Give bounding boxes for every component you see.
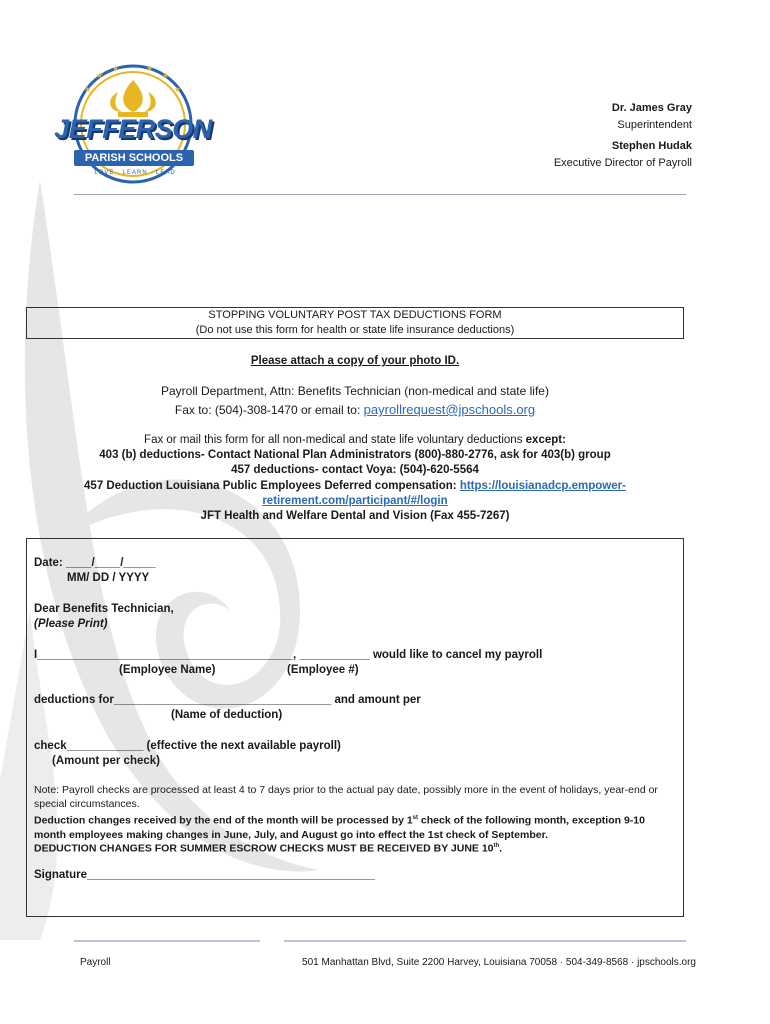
summer-escrow-note xyxy=(34,839,679,856)
empower-link-part2[interactable]: retirement.com/participant/#/login xyxy=(262,495,448,507)
footer-rule-left xyxy=(74,940,260,942)
please-print-note: (Please Print) xyxy=(34,618,108,630)
item-jft: JFT Health and Welfare Dental and Vision (Fax 455-7267) xyxy=(200,510,510,522)
salutation: Dear Benefits Technician, xyxy=(34,603,174,615)
item-457-louisiana-text: 457 Deduction Louisiana Public Employees Deferred compensation: xyxy=(84,480,457,492)
deduction-timing-sup: st xyxy=(412,815,419,821)
footer-rule-right xyxy=(284,940,686,942)
svg-text:★: ★ xyxy=(96,71,104,80)
svg-text:★: ★ xyxy=(174,85,182,94)
employee-name-label: (Employee Name) xyxy=(119,664,216,676)
fax-email-line xyxy=(26,402,684,418)
check-amount-line[interactable]: check____________ (effective the next available payroll) xyxy=(34,740,341,752)
deduction-timing-note xyxy=(34,811,679,842)
date-format-label: MM/ DD / YYYY xyxy=(67,572,150,584)
summer-escrow-sup: th xyxy=(493,843,500,849)
employee-number-label: (Employee #) xyxy=(287,664,359,676)
logo-motto: LOVE · LEARN · LEAD xyxy=(94,170,176,176)
mail-instruction-text: Fax or mail this form for all non-medical and state life voluntary deductions xyxy=(144,434,523,446)
superintendent-name: Dr. James Gray xyxy=(611,102,692,114)
processing-note: Note: Payroll checks are processed at least 4 to 7 days prior to the actual pay date, possibly more in the event of holidays, year-end or special circumstances. xyxy=(34,784,658,810)
date-field[interactable]: Date: ____/____/_____ xyxy=(34,557,156,569)
employee-cancel-line[interactable]: I________________________________________, ___________ would like to cancel my payroll xyxy=(34,649,543,661)
svg-text:★: ★ xyxy=(146,64,154,73)
superintendent-title: Superintendent xyxy=(617,119,692,131)
footer-address: 501 Manhattan Blvd, Suite 2200 Harvey, Louisiana 70058 · 504-349-8568 · jpschools.org xyxy=(302,957,696,968)
payroll-attn-line: Payroll Department, Attn: Benefits Technician (non-medical and state life) xyxy=(161,384,549,398)
item-457-voya: 457 deductions- contact Voya: (504)-620-5564 xyxy=(231,464,479,476)
form-title: STOPPING VOLUNTARY POST TAX DEDUCTIONS FORM xyxy=(208,309,502,321)
mail-except-label: except: xyxy=(525,434,566,446)
summer-escrow-text: DEDUCTION CHANGES FOR SUMMER ESCROW CHECKS MUST BE RECEIVED BY JUNE 10 xyxy=(34,842,494,855)
header-divider xyxy=(74,194,686,195)
fax-label: Fax to: (504)-308-1470 or email to: xyxy=(174,403,361,417)
svg-text:★: ★ xyxy=(84,85,92,94)
payroll-email-link[interactable]: payrollrequest@jpschools.org xyxy=(363,402,536,417)
amount-per-check-label: (Amount per check) xyxy=(52,755,160,767)
letterhead-contacts xyxy=(554,100,692,172)
deduction-timing-text-b: check of the following month, exception 9-10 month employees making changes in June, July, and August go into effect the 1st check of September. xyxy=(34,814,645,841)
item-457-louisiana xyxy=(26,479,684,494)
photo-id-instruction: Please attach a copy of your photo ID. xyxy=(250,355,460,367)
jefferson-parish-schools-logo xyxy=(48,62,218,192)
payroll-director-title: Executive Director of Payroll xyxy=(553,157,692,169)
logo-banner: PARISH SCHOOLS xyxy=(74,150,194,166)
svg-text:★: ★ xyxy=(112,64,120,73)
payroll-director-name: Stephen Hudak xyxy=(611,140,692,152)
form-title-box xyxy=(26,307,684,339)
logo-wordmark: JEFFERSON xyxy=(54,114,212,144)
cancellation-form-box xyxy=(26,538,684,917)
svg-text:★: ★ xyxy=(162,71,170,80)
item-403b: 403 (b) deductions- Contact National Plan Administrators (800)-880-2776, ask for 403(b) group xyxy=(99,449,611,461)
form-subtitle: (Do not use this form for health or state life insurance deductions) xyxy=(195,324,515,336)
deductions-line[interactable]: deductions for__________________________________ and amount per xyxy=(34,694,421,706)
deduction-name-label: (Name of deduction) xyxy=(171,709,283,721)
empower-link-part1[interactable]: https://louisianadcp.empower- xyxy=(459,480,626,492)
mail-instruction-line xyxy=(26,433,684,448)
signature-line[interactable]: Signature_____________________________________________ xyxy=(34,869,375,881)
deduction-timing-text-a: Deduction changes received by the end of the month will be processed by 1 xyxy=(34,814,413,827)
footer-department: Payroll xyxy=(80,957,111,968)
summer-escrow-end: . xyxy=(499,842,503,855)
